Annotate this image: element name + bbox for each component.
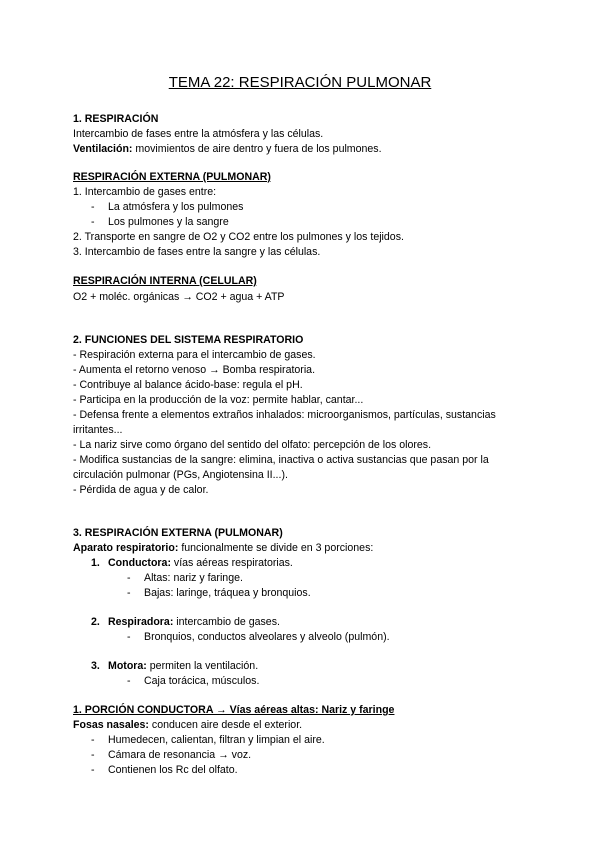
- list-item: - Participa en la producción de la voz: permite hablar, cantar...: [73, 394, 364, 406]
- subheading-respiracion-interna: RESPIRACIÓN INTERNA (CELULAR): [73, 275, 257, 287]
- bullet-dash: -: [91, 764, 95, 776]
- list-item: - Contribuye al balance ácido-base: regula el pH.: [73, 379, 303, 391]
- sub-list-item: Los pulmones y la sangre: [108, 216, 229, 228]
- term-ventilacion: Ventilación:: [73, 143, 133, 155]
- subheading-respiracion-externa: RESPIRACIÓN EXTERNA (PULMONAR): [73, 171, 271, 183]
- list-number: 2.: [91, 616, 100, 628]
- list-item-respiradora: [108, 615, 280, 629]
- equation-line: O2 + moléc. orgánicas → CO2 + agua + ATP: [73, 291, 285, 303]
- definition-aparato: funcionalmente se divide en 3 porciones:: [178, 542, 374, 554]
- page-title: TEMA 22: RESPIRACIÓN PULMONAR: [168, 74, 432, 91]
- text-line: Intercambio de fases entre la atmósfera y las células.: [73, 128, 324, 140]
- section-heading-funciones: 2. FUNCIONES DEL SISTEMA RESPIRATORIO: [73, 334, 304, 346]
- term-conductora: Conductora:: [108, 557, 171, 569]
- definition-fosas: conducen aire desde el exterior.: [148, 719, 303, 731]
- bullet-dash: -: [91, 201, 95, 213]
- sub-list-item: Caja torácica, músculos.: [144, 675, 260, 687]
- sub-list-item: Humedecen, calientan, filtran y limpian el aire.: [108, 734, 325, 746]
- sub-list-item: Cámara de resonancia → voz.: [108, 749, 252, 761]
- list-item-continuation: circulación pulmonar (PGs, Angiotensina II...).: [73, 469, 288, 481]
- list-item-motora: [108, 659, 258, 673]
- list-item: - Defensa frente a elementos extraños inhalados: microorganismos, partículas, sustancias: [73, 409, 496, 421]
- subheading-porcion-conductora: 1. PORCIÓN CONDUCTORA → Vías aéreas altas: Nariz y faringe: [73, 704, 395, 716]
- bullet-dash: -: [91, 749, 95, 761]
- list-item: 2. Transporte en sangre de O2 y CO2 entre los pulmones y los tejidos.: [73, 231, 404, 243]
- term-aparato-respiratorio: Aparato respiratorio:: [73, 542, 179, 554]
- list-item-continuation: irritantes...: [73, 424, 123, 436]
- list-number: 1.: [91, 557, 100, 569]
- list-item: 3. Intercambio de fases entre la sangre y las células.: [73, 246, 321, 258]
- bullet-dash: -: [127, 631, 131, 643]
- definition-respiradora: intercambio de gases.: [173, 616, 280, 628]
- list-item: - La nariz sirve como órgano del sentido del olfato: percepción de los olores.: [73, 439, 432, 451]
- sub-list-item: La atmósfera y los pulmones: [108, 201, 244, 213]
- list-item: - Respiración externa para el intercambio de gases.: [73, 349, 316, 361]
- list-item: - Aumenta el retorno venoso → Bomba respiratoria.: [73, 364, 316, 376]
- sub-list-item: Bronquios, conductos alveolares y alveolo (pulmón).: [144, 631, 390, 643]
- list-item-conductora: [108, 556, 293, 570]
- list-number: 3.: [91, 660, 100, 672]
- term-respiradora: Respiradora:: [108, 616, 174, 628]
- definition-conductora: vías aéreas respiratorias.: [170, 557, 293, 569]
- list-item: - Pérdida de agua y de calor.: [73, 484, 209, 496]
- term-fosas-nasales: Fosas nasales:: [73, 719, 149, 731]
- bullet-dash: -: [127, 572, 131, 584]
- list-item: 1. Intercambio de gases entre:: [73, 186, 217, 198]
- definition-ventilacion: movimientos de aire dentro y fuera de los pulmones.: [132, 143, 382, 155]
- bullet-dash: -: [91, 734, 95, 746]
- text-line-fosas: [73, 718, 302, 732]
- section-heading-respiracion: 1. RESPIRACIÓN: [73, 113, 159, 125]
- term-motora: Motora:: [108, 660, 147, 672]
- list-item: - Modifica sustancias de la sangre: elimina, inactiva o activa sustancias que pasan por la: [73, 454, 489, 466]
- bullet-dash: -: [91, 216, 95, 228]
- section-heading-respiracion-externa: 3. RESPIRACIÓN EXTERNA (PULMONAR): [73, 527, 283, 539]
- text-line-ventilacion: [73, 142, 382, 156]
- bullet-dash: -: [127, 675, 131, 687]
- sub-list-item: Contienen los Rc del olfato.: [108, 764, 238, 776]
- sub-list-item: Altas: nariz y faringe.: [144, 572, 243, 584]
- bullet-dash: -: [127, 587, 131, 599]
- definition-motora: permiten la ventilación.: [146, 660, 259, 672]
- text-line-aparato: [73, 541, 373, 555]
- sub-list-item: Bajas: laringe, tráquea y bronquios.: [144, 587, 311, 599]
